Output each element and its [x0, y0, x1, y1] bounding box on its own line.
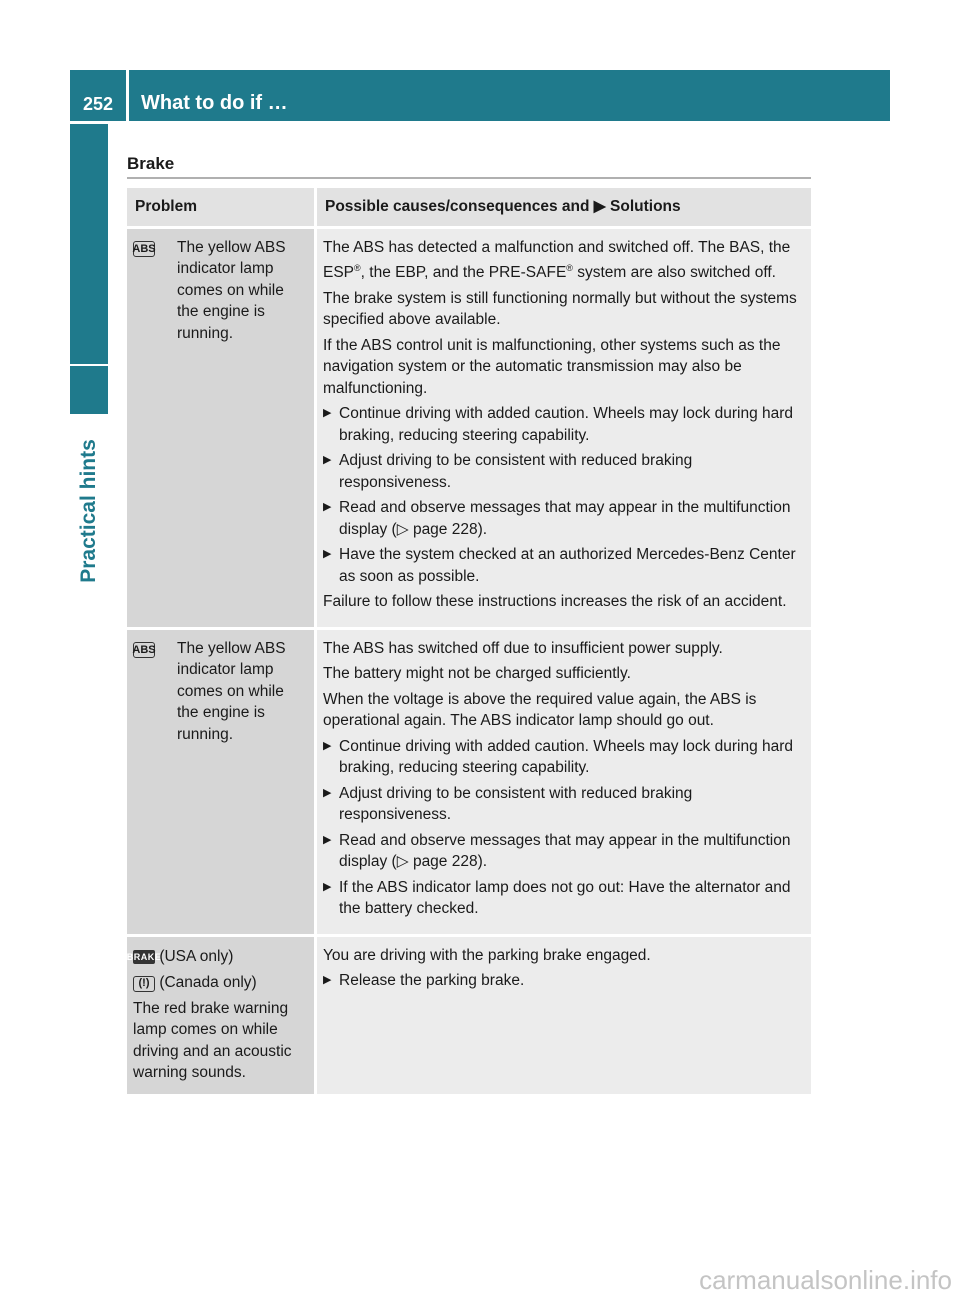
cause-text: If the ABS control unit is malfunctioning, other systems such as the navigation system or the automatic transmission may also be malfunctioning.: [323, 336, 781, 397]
brake-warning-icon: (!): [133, 976, 155, 992]
solution-step: ▶ Read and observe messages that may appear in the multifunction display (▷ page 228).: [323, 830, 805, 873]
watermark: carmanualsonline.info: [699, 1265, 952, 1295]
solution-step: ▶ Release the parking brake.: [323, 970, 805, 992]
table-row: [127, 934, 811, 1094]
col-solutions: [314, 188, 811, 226]
abs-lamp-icon: ABS: [133, 642, 155, 658]
col-solutions-b: Solutions: [610, 198, 681, 215]
solution-step: ▶ Continue driving with added caution. Wheels may lock during hard braking, reducing steering capability.: [323, 403, 805, 446]
solution-step: ▶ Have the system checked at an authorized Mercedes-Benz Center as soon as possible.: [323, 544, 805, 587]
warning-text: Failure to follow these instructions increases the risk of an accident.: [323, 593, 787, 611]
cause-text: The brake system is still functioning normally but without the systems specified above available.: [323, 289, 797, 329]
problem-cell: [127, 934, 314, 1094]
cause-text: The ABS has switched off due to insufficient power supply.: [323, 639, 723, 657]
arrow-icon: ▶: [323, 454, 332, 467]
table-row: [127, 627, 811, 934]
arrow-icon: ▶: [323, 880, 332, 893]
table-header: [127, 188, 811, 226]
arrow-icon: ▶: [323, 548, 332, 561]
arrow-icon: ▶: [323, 739, 332, 752]
cause-text: The battery might not be charged sufficiently.: [323, 665, 631, 683]
cause-text: When the voltage is above the required value again, the ABS is operational again. The ABS indicator lamp should go out.: [323, 690, 757, 730]
region-note: (Canada only): [159, 974, 257, 992]
cause-text: You are driving with the parking brake engaged.: [323, 946, 651, 964]
problem-text: The red brake warning lamp comes on while driving and an acoustic warning sounds.: [133, 999, 292, 1082]
side-label-text: Practical hints: [77, 439, 100, 583]
brake-lamp-icon: BRAKE: [133, 950, 155, 964]
page-number: 252: [70, 70, 126, 121]
solution-step: ▶ If the ABS indicator lamp does not go out: Have the alternator and the battery checked.: [323, 877, 805, 920]
col-solutions-a: Possible causes/consequences and: [325, 198, 590, 215]
abs-lamp-icon: ABS: [133, 241, 155, 257]
solution-step: ▶ Adjust driving to be consistent with reduced braking responsiveness.: [323, 450, 805, 493]
side-tab-marker: [70, 366, 108, 414]
problem-cell: [127, 226, 314, 627]
arrow-icon: ▶: [323, 786, 332, 799]
solution-step: ▶ Continue driving with added caution. Wheels may lock during hard braking, reducing steering capability.: [323, 736, 805, 779]
solution-step: ▶ Adjust driving to be consistent with reduced braking responsiveness.: [323, 783, 805, 826]
solution-cell: [314, 627, 811, 934]
side-label: [70, 416, 108, 606]
solution-cell: [314, 226, 811, 627]
region-note: (USA only): [159, 947, 234, 965]
arrow-icon: ▶: [323, 974, 332, 987]
arrow-icon: ▶: [323, 833, 332, 846]
brake-table: [127, 188, 811, 1094]
problem-cell: [127, 627, 314, 934]
arrow-icon: ▶: [323, 407, 332, 420]
arrow-icon: ▶: [593, 198, 606, 215]
solution-cell: [314, 934, 811, 1094]
section-rule: [127, 177, 811, 179]
problem-text: The yellow ABS indicator lamp comes on while the engine is running.: [177, 639, 286, 743]
problem-text: The yellow ABS indicator lamp comes on while the engine is running.: [177, 238, 286, 342]
col-problem: Problem: [127, 188, 314, 226]
page-title: What to do if …: [129, 70, 890, 121]
solution-step: ▶ Read and observe messages that may appear in the multifunction display (▷ page 228).: [323, 497, 805, 540]
section-title: Brake: [127, 154, 175, 173]
arrow-icon: ▶: [323, 501, 332, 514]
cause-text: The ABS has detected a malfunction and switched off. The BAS, the ESP®, the EBP, and the PRE-SAFE® system are also switched off.: [323, 238, 791, 282]
side-tab: [70, 124, 108, 364]
table-row: [127, 226, 811, 627]
